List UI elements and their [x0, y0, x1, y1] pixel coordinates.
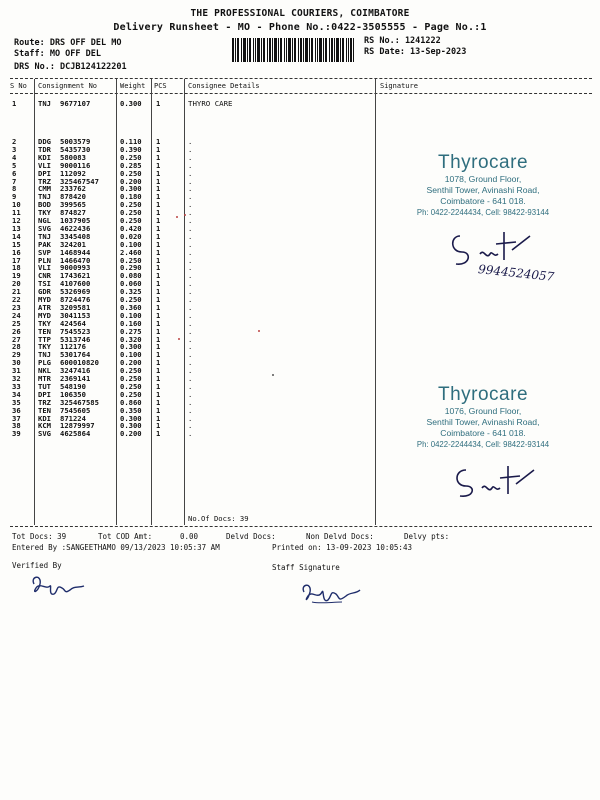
row-pcs: 1 — [156, 160, 161, 170]
row-consignee: . — [188, 200, 193, 210]
row-consignee: . — [188, 239, 193, 249]
row-station-code: NKL — [38, 366, 51, 376]
row-weight: 0.250 — [120, 208, 142, 218]
row-sno: 15 — [12, 239, 21, 249]
row-sno: 27 — [12, 334, 21, 344]
stamp-line: Senthil Tower, Avinashi Road, — [426, 185, 540, 195]
row-pcs: 1 — [156, 342, 161, 352]
row-station-code: TNJ — [38, 231, 51, 241]
row-sno: 4 — [12, 152, 17, 162]
row-sno: 7 — [12, 176, 17, 186]
row-weight: 2.460 — [120, 247, 142, 257]
row-pcs: 1 — [156, 239, 161, 249]
row-sno: 34 — [12, 389, 21, 399]
row-consignment-no: 7545523 — [60, 326, 91, 336]
row-consignment-no: 9000993 — [60, 263, 91, 273]
row-weight: 0.200 — [120, 429, 142, 439]
table-header-rule — [10, 93, 592, 94]
row-weight: 0.250 — [120, 255, 142, 265]
row-station-code: SVG — [38, 223, 51, 233]
row-pcs: 1 — [156, 413, 161, 423]
row-sno: 12 — [12, 216, 21, 225]
row-sno: 24 — [12, 310, 21, 320]
row-consignee: . — [188, 310, 193, 320]
row-station-code: MTR — [38, 374, 51, 383]
row-consignee: . — [188, 144, 193, 154]
row-consignee: . — [188, 295, 193, 304]
stamp-line: 1076, Ground Floor, — [444, 406, 522, 416]
row-station-code: CNR — [38, 271, 51, 281]
row-consignee: . — [188, 287, 193, 297]
row-pcs: 1 — [156, 381, 161, 391]
row-consignee: . — [188, 342, 193, 352]
row-sno: 18 — [12, 263, 21, 273]
row-sno: 5 — [12, 160, 17, 170]
row-pcs: 1 — [156, 184, 161, 194]
col-header-signature: Signature — [380, 82, 418, 90]
rs-date: RS Date: 13-Sep-2023 — [364, 47, 467, 57]
scan-speck — [272, 374, 274, 376]
row-station-code: NGL — [38, 216, 51, 225]
row-station-code: TRZ — [38, 397, 51, 407]
entered-by: Entered By :SANGEETHAMO 09/13/2023 10:05:37 AM — [12, 543, 220, 552]
row-consignee: . — [188, 358, 193, 368]
row-consignee: . — [188, 421, 193, 431]
col-header-consignee: Consignee Details — [188, 82, 260, 90]
row-pcs: 1 — [156, 231, 161, 241]
row-consignee: . — [188, 318, 193, 328]
row-consignment-no: 580083 — [60, 152, 86, 162]
row-station-code: SVP — [38, 247, 51, 257]
row-consignee: . — [188, 184, 193, 194]
row-weight: 0.200 — [120, 358, 142, 368]
row-consignee: . — [188, 231, 193, 241]
row-pcs: 1 — [156, 358, 161, 368]
row-consignment-no: 871224 — [60, 413, 86, 423]
row-consignee: . — [188, 152, 193, 162]
row-sno: 2 — [12, 137, 17, 146]
verified-signature — [28, 570, 98, 602]
row-pcs: 1 — [156, 176, 161, 186]
row-station-code: VLI — [38, 160, 51, 170]
col-header-sno: S No — [10, 82, 27, 90]
row-sno: 8 — [12, 184, 17, 194]
row-consignment-no: 4622436 — [60, 223, 91, 233]
row-consignment-no: 1466470 — [60, 255, 91, 265]
col-header-consignment: Consignment No — [38, 82, 98, 90]
row-pcs: 1 — [156, 216, 161, 225]
row-sno: 10 — [12, 200, 21, 210]
row-consignment-no: 1037905 — [60, 216, 91, 225]
row-weight: 0.320 — [120, 334, 142, 344]
row-sno: 37 — [12, 413, 21, 423]
row-sno: 1 — [12, 99, 17, 108]
row-consignment-no: 112176 — [60, 342, 86, 352]
row-weight: 0.250 — [120, 216, 142, 225]
row-station-code: TNJ — [38, 350, 51, 360]
row-consignment-no: 5313746 — [60, 334, 91, 344]
row-pcs: 1 — [156, 334, 161, 344]
row-weight: 0.060 — [120, 279, 142, 289]
scan-speck — [184, 214, 186, 216]
row-pcs: 1 — [156, 144, 161, 154]
row-consignment-no: 112092 — [60, 168, 86, 178]
row-consignment-no: 325467585 — [60, 397, 99, 407]
row-consignee: . — [188, 326, 193, 336]
stamp-line: Coimbatore - 641 018. — [440, 428, 526, 438]
row-sno: 38 — [12, 421, 21, 431]
row-pcs: 1 — [156, 137, 161, 146]
table-bottom-rule — [10, 526, 592, 527]
row-consignment-no: 3345408 — [60, 231, 91, 241]
row-sno: 39 — [12, 429, 21, 439]
row-consignee: . — [188, 429, 193, 439]
row-consignment-no: 7545605 — [60, 405, 91, 415]
row-consignee: . — [188, 263, 193, 273]
row-consignee: . — [188, 302, 193, 312]
row-sno: 6 — [12, 168, 17, 178]
row-station-code: KCM — [38, 421, 51, 431]
row-consignment-no: 548190 — [60, 381, 86, 391]
row-pcs: 1 — [156, 374, 161, 383]
row-station-code: DPI — [38, 168, 51, 178]
runsheet-subtitle: Delivery Runsheet - MO - Phone No.:0422-3505555 - Page No.:1 — [113, 22, 487, 33]
no-of-docs: No.Of Docs: 39 — [188, 514, 249, 523]
row-consignment-no: 1743621 — [60, 271, 91, 281]
row-consignee: . — [188, 374, 193, 383]
row-pcs: 1 — [156, 366, 161, 376]
row-station-code: TDR — [38, 144, 51, 154]
row-sno: 36 — [12, 405, 21, 415]
row-sno: 3 — [12, 144, 17, 154]
row-pcs: 1 — [156, 192, 161, 202]
row-station-code: PLN — [38, 255, 51, 265]
row-consignment-no: 106350 — [60, 389, 86, 399]
barcode — [232, 38, 354, 62]
row-pcs: 1 — [156, 318, 161, 328]
row-weight: 0.390 — [120, 144, 142, 154]
row-weight: 0.300 — [120, 99, 142, 108]
row-weight: 0.200 — [120, 176, 142, 186]
row-weight: 0.860 — [120, 397, 142, 407]
staff-signature — [298, 578, 368, 608]
row-consignee: . — [188, 176, 193, 186]
drs-number: DRS No.: DCJB124122201 — [14, 62, 127, 72]
row-consignment-no: 3041153 — [60, 310, 91, 320]
row-pcs: 1 — [156, 350, 161, 360]
staff-signature-label: Staff Signature — [272, 563, 340, 572]
row-station-code: TTP — [38, 334, 51, 344]
delivery-points: Delvy pts: — [404, 532, 450, 541]
row-consignment-no: 4107600 — [60, 279, 91, 289]
row-sno: 35 — [12, 397, 21, 407]
total-docs: Tot Docs: 39 — [12, 532, 67, 541]
row-consignee: . — [188, 192, 193, 202]
row-weight: 0.100 — [120, 350, 142, 360]
stamp-line: Ph: 0422-2244434, Cell: 98422-93144 — [416, 440, 550, 449]
row-sno: 31 — [12, 366, 21, 376]
row-station-code: MYD — [38, 295, 51, 304]
row-consignee: . — [188, 350, 193, 360]
row-weight: 0.285 — [120, 160, 142, 170]
row-weight: 0.100 — [120, 310, 142, 320]
row-station-code: GDR — [38, 287, 51, 297]
row-consignment-no: 4625864 — [60, 429, 91, 439]
row-consignment-no: 1468944 — [60, 247, 91, 257]
row-weight: 0.275 — [120, 326, 142, 336]
stamp-line: Ph: 0422-2244434, Cell: 98422-93144 — [416, 208, 550, 217]
row-sno: 21 — [12, 287, 21, 297]
row-weight: 0.020 — [120, 231, 142, 241]
row-consignment-no: 5301764 — [60, 350, 91, 360]
row-weight: 0.250 — [120, 152, 142, 162]
row-station-code: TRZ — [38, 176, 51, 186]
row-station-code: BOD — [38, 200, 51, 210]
row-consignment-no: 5326969 — [60, 287, 91, 297]
row-consignment-no: 3247416 — [60, 366, 91, 376]
row-consignee: . — [188, 160, 193, 170]
row-weight: 0.250 — [120, 374, 142, 383]
row-consignee: . — [188, 397, 193, 407]
row-consignee: . — [188, 271, 193, 281]
verified-by-label: Verified By — [12, 561, 62, 570]
row-consignment-no: 3209581 — [60, 302, 91, 312]
rs-number: RS No.: 1241222 — [364, 36, 441, 46]
row-weight: 0.180 — [120, 192, 142, 202]
col-header-weight: Weight — [120, 82, 146, 90]
row-pcs: 1 — [156, 429, 161, 439]
row-consignee: . — [188, 334, 193, 344]
row-sno: 32 — [12, 374, 21, 383]
row-station-code: TEN — [38, 326, 51, 336]
total-cod-value: 0.00 — [180, 532, 199, 541]
row-weight: 0.300 — [120, 184, 142, 194]
handwritten-phone: 9944524057 — [477, 262, 555, 284]
row-pcs: 1 — [156, 310, 161, 320]
row-station-code: TEN — [38, 405, 51, 415]
row-consignment-no: 8724476 — [60, 295, 91, 304]
row-consignment-no: 874827 — [60, 208, 86, 218]
row-consignment-no: 878420 — [60, 192, 86, 202]
row-weight: 0.300 — [120, 421, 142, 431]
row-consignment-no: 9677107 — [60, 99, 91, 108]
scan-speck — [258, 330, 260, 332]
row-pcs: 1 — [156, 287, 161, 297]
row-sno: 9 — [12, 192, 17, 202]
thyrocare-stamp — [388, 384, 578, 450]
row-consignee: . — [188, 381, 193, 391]
row-weight: 0.250 — [120, 168, 142, 178]
row-consignee: . — [188, 247, 193, 257]
stamp-line: 1078, Ground Floor, — [444, 174, 522, 184]
row-consignment-no: 399565 — [60, 200, 86, 210]
row-pcs: 1 — [156, 279, 161, 289]
row-consignment-no: 233762 — [60, 184, 86, 194]
row-pcs: 1 — [156, 200, 161, 210]
row-pcs: 1 — [156, 397, 161, 407]
row-consignee: . — [188, 413, 193, 423]
row-consignment-no: 600010820 — [60, 358, 99, 368]
row-consignee: . — [188, 389, 193, 399]
row-consignment-no: 12879997 — [60, 421, 95, 431]
row-station-code: TUT — [38, 381, 51, 391]
row-pcs: 1 — [156, 223, 161, 233]
stamp-brand: Thyrocare — [437, 152, 529, 173]
row-consignee: . — [188, 208, 193, 218]
row-station-code: DDG — [38, 137, 51, 146]
row-sno: 22 — [12, 295, 21, 304]
row-weight: 0.420 — [120, 223, 142, 233]
row-consignee: . — [188, 223, 193, 233]
stamp-brand: Thyrocare — [437, 384, 529, 405]
company-title: THE PROFESSIONAL COURIERS, COIMBATORE — [190, 8, 410, 19]
row-weight: 0.160 — [120, 318, 142, 328]
row-sno: 30 — [12, 358, 21, 368]
table-top-rule — [10, 78, 592, 79]
stamp-line: Senthil Tower, Avinashi Road, — [426, 417, 540, 427]
row-sno: 25 — [12, 318, 21, 328]
row-consignment-no: 5003579 — [60, 137, 91, 146]
row-pcs: 1 — [156, 405, 161, 415]
row-weight: 0.300 — [120, 342, 142, 352]
row-station-code: ATR — [38, 302, 51, 312]
row-consignment-no: 2369141 — [60, 374, 91, 383]
row-sno: 23 — [12, 302, 21, 312]
row-pcs: 1 — [156, 295, 161, 304]
row-consignment-no: 324201 — [60, 239, 86, 249]
row-sno: 13 — [12, 223, 21, 233]
row-sno: 19 — [12, 271, 21, 281]
row-station-code: DPI — [38, 389, 51, 399]
row-sno: 33 — [12, 381, 21, 391]
row-consignee: . — [188, 255, 193, 265]
row-consignment-no: 424564 — [60, 318, 86, 328]
row-weight: 0.080 — [120, 271, 142, 281]
row-weight: 0.325 — [120, 287, 142, 297]
row-station-code: VLI — [38, 263, 51, 273]
row-station-code: TSI — [38, 279, 51, 289]
row-weight: 0.350 — [120, 405, 142, 415]
row-station-code: TKY — [38, 208, 51, 218]
row-pcs: 1 — [156, 99, 161, 108]
scan-speck — [176, 216, 178, 218]
scan-speck — [178, 338, 180, 340]
row-sno: 17 — [12, 255, 21, 265]
col-header-pcs: PCS — [154, 82, 167, 90]
row-pcs: 1 — [156, 263, 161, 273]
row-consignee: . — [188, 279, 193, 289]
row-station-code: CMM — [38, 184, 51, 194]
row-weight: 0.250 — [120, 381, 142, 391]
row-pcs: 1 — [156, 302, 161, 312]
row-consignment-no: 5435730 — [60, 144, 91, 154]
row-consignee: THYRO CARE — [188, 99, 233, 108]
total-cod-label: Tot COD Amt: — [98, 532, 153, 541]
delivered-docs: Delvd Docs: — [226, 532, 276, 541]
row-weight: 0.290 — [120, 263, 142, 273]
printed-on: Printed on: 13-09-2023 10:05:43 — [272, 543, 412, 552]
row-sno: 29 — [12, 350, 21, 360]
row-sno: 14 — [12, 231, 21, 241]
row-consignee: . — [188, 168, 193, 178]
row-weight: 0.110 — [120, 137, 142, 146]
row-station-code: TKY — [38, 342, 51, 352]
thyrocare-stamp — [388, 152, 578, 218]
row-pcs: 1 — [156, 255, 161, 265]
consignee-signature — [448, 458, 558, 502]
row-consignee: . — [188, 366, 193, 376]
row-pcs: 1 — [156, 208, 161, 218]
stamp-line: Coimbatore - 641 018. — [440, 196, 526, 206]
row-sno: 16 — [12, 247, 21, 257]
row-station-code: KDI — [38, 413, 51, 423]
row-weight: 0.300 — [120, 413, 142, 423]
row-consignee: . — [188, 216, 193, 225]
row-station-code: TNJ — [38, 192, 51, 202]
row-consignee: . — [188, 405, 193, 415]
row-station-code: MYD — [38, 310, 51, 320]
row-sno: 28 — [12, 342, 21, 352]
row-pcs: 1 — [156, 152, 161, 162]
row-station-code: TNJ — [38, 99, 51, 108]
row-pcs: 1 — [156, 389, 161, 399]
row-station-code: PAK — [38, 239, 51, 249]
row-sno: 26 — [12, 326, 21, 336]
non-delivered-docs: Non Delvd Docs: — [306, 532, 374, 541]
table-row — [0, 99, 600, 108]
row-station-code: TKY — [38, 318, 51, 328]
row-weight: 0.360 — [120, 302, 142, 312]
row-weight: 0.250 — [120, 200, 142, 210]
row-pcs: 1 — [156, 271, 161, 281]
route-label: Route: DRS OFF DEL MO — [14, 38, 122, 48]
row-consignment-no: 325467547 — [60, 176, 99, 186]
row-weight: 0.250 — [120, 366, 142, 376]
row-sno: 20 — [12, 279, 21, 289]
row-pcs: 1 — [156, 421, 161, 431]
row-pcs: 1 — [156, 247, 161, 257]
row-sno: 11 — [12, 208, 21, 218]
row-weight: 0.250 — [120, 295, 142, 304]
row-station-code: KDI — [38, 152, 51, 162]
row-consignment-no: 9000116 — [60, 160, 91, 170]
row-station-code: SVG — [38, 429, 51, 439]
row-weight: 0.100 — [120, 239, 142, 249]
staff-label: Staff: MO OFF DEL — [14, 49, 101, 59]
row-pcs: 1 — [156, 326, 161, 336]
row-pcs: 1 — [156, 168, 161, 178]
row-consignee: . — [188, 137, 193, 146]
row-station-code: PLG — [38, 358, 51, 368]
row-weight: 0.250 — [120, 389, 142, 399]
